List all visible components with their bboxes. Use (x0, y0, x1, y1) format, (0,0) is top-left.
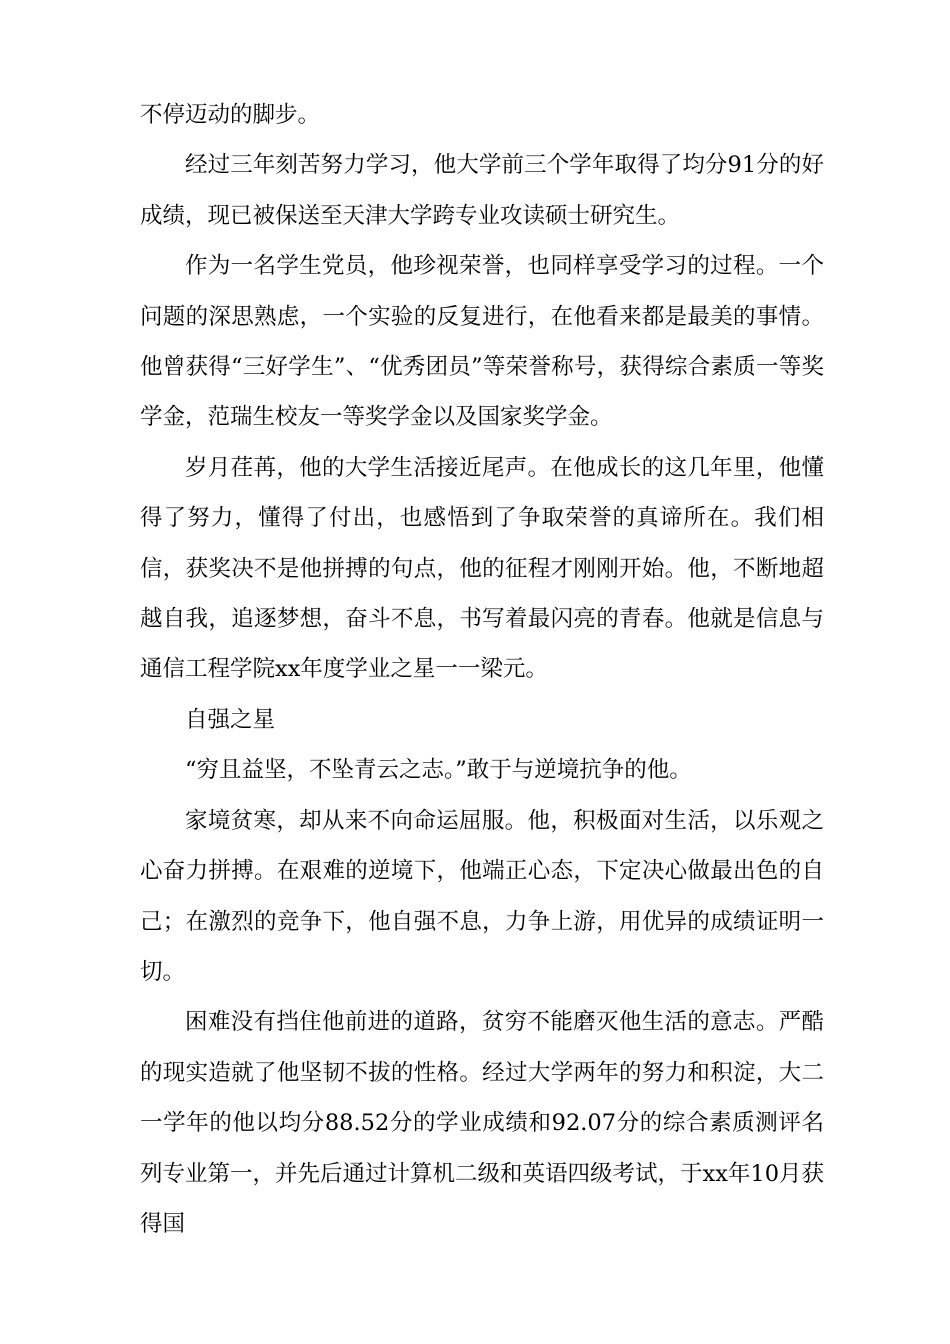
section-heading-self-improvement-star: 自强之星 (185, 706, 276, 733)
document-body (140, 90, 824, 1249)
paragraph-achievements: 困难没有挡住他前进的道路，贫穷不能磨灭他生活的意志。严酷的现实造就了他坚韧不拔的性格。经过大学两年的努力和积淀，大二一学年的他以均分88.52分的学业成绩和92.07分的综合素质测评名列专业第一，并先后通过计算机二级和英语四级考试，于xx年10月获得国 (140, 1009, 825, 1237)
paragraph-graduation: 岁月荏苒，他的大学生活接近尾声。在他成长的这几年里，他懂得了努力，懂得了付出，也感悟到了争取荣誉的真谛所在。我们相信，获奖决不是他拼搏的句点，他的征程才刚刚开始。他，不断地超越自我，追逐梦想，奋斗不息，书写着最闪亮的青春。他就是信息与通信工程学院xx年度学业之星一一梁元。 (140, 454, 824, 683)
paragraph-family-hardship: 家境贫寒，却从来不向命运屈服。他，积极面对生活，以乐观之心奋力拼搏。在艰难的逆境下，他端正心态，下定决心做最出色的自己；在激烈的竞争下，他自强不息，力争上游，用优异的成绩证明一切。 (140, 807, 824, 985)
paragraph-party-member: 作为一名学生党员，他珍视荣誉，也同样享受学习的过程。一个问题的深思熟虑，一个实验的反复进行，在他看来都是最美的事情。他曾获得“三好学生”、“优秀团员”等荣誉称号，获得综合素质一等奖学金，范瑞生校友一等奖学金以及国家奖学金。 (140, 253, 824, 431)
paragraph-quote: “穷且益坚，不坠青云之志。”敢于与逆境抗争的他。 (185, 757, 692, 784)
paragraph-continuation: 不停迈动的脚步。 (140, 102, 321, 128)
paragraph-study-results: 经过三年刻苦努力学习，他大学前三个学年取得了均分91分的好成绩，现已被保送至天津大学跨专业攻读硕士研究生。 (140, 152, 824, 229)
